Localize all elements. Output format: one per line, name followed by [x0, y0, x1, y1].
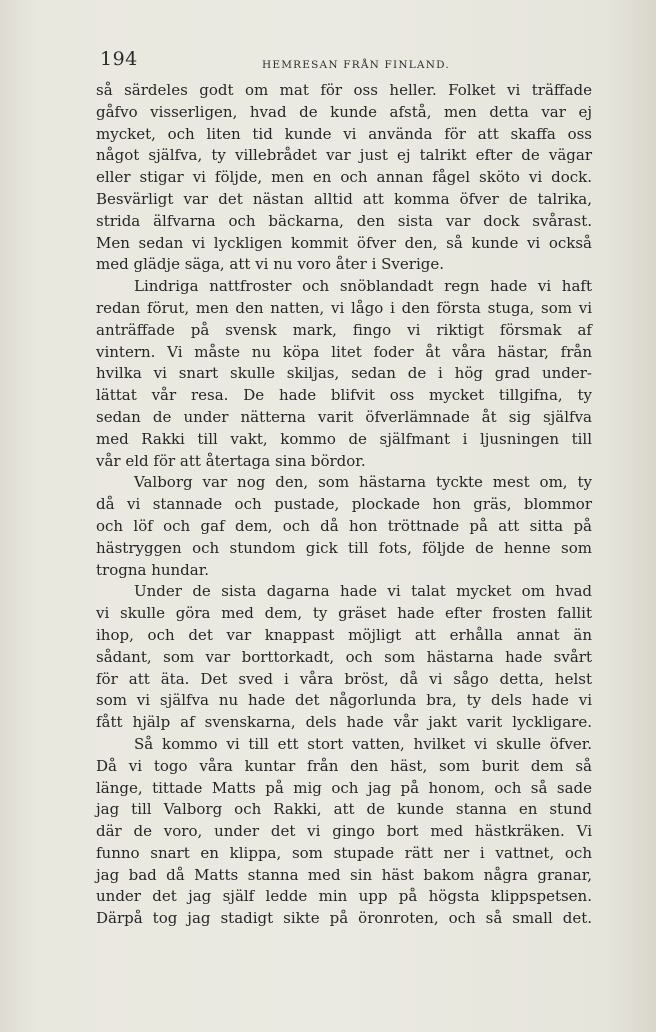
paragraph-start-line: Lindriga nattfroster och snöblandadt regn hade vi haft	[134, 277, 592, 296]
text-line: vår eld för att återtaga sina bördor.	[96, 451, 366, 470]
text-line: så särdeles godt om mat för oss heller. Folket vi träffade	[96, 81, 592, 99]
text-line: Därpå tog jag stadigt sikte på öronroten, och så small det.	[96, 909, 592, 928]
text-line: mycket, och liten tid kunde vi använda för att skaffa oss	[96, 124, 592, 143]
text-line: länge, tittade Matts på mig och jag på honom, och så sade	[96, 778, 592, 797]
text-line: och löf och gaf dem, och då hon tröttnade på att sitta på	[96, 516, 592, 535]
text-line: redan förut, men den natten, vi lågo i den första stuga, som vi	[96, 298, 592, 317]
text-line: trogna hundar.	[96, 560, 210, 579]
text-line: vintern. Vi måste nu köpa litet foder åt våra hästar, från	[96, 342, 592, 361]
text-line: ihop, och det var knappast möjligt att erhålla annat än	[96, 625, 592, 644]
text-line: vi skulle göra med dem, ty gräset hade efter frosten fallit	[96, 604, 592, 623]
text-line: där de voro, under det vi gingo bort med hästkräken. Vi	[96, 822, 592, 841]
text-line: funno snart en klippa, som stupade rätt ner i vattnet, och	[96, 843, 592, 862]
text-line: sådant, som var borttorkadt, och som hästarna hade svårt	[96, 647, 592, 666]
text-line: som vi själfva nu hade det någorlunda bra, ty dels hade vi	[96, 691, 592, 710]
running-head: HEMRESAN FRÅN FINLAND.	[262, 59, 450, 71]
text-line: med Rakki till vakt, kommo de själfmant i ljusningen till	[96, 429, 592, 448]
text-line: gåfvo visserligen, hvad de kunde afstå, men detta var ej	[96, 102, 592, 121]
paragraph-start-line: Under de sista dagarna hade vi talat mycket om hvad	[134, 582, 592, 601]
page-header	[100, 46, 590, 76]
text-line: för att äta. Det sved i våra bröst, då vi sågo detta, helst	[96, 669, 592, 688]
text-line: med glädje säga, att vi nu voro åter i Sverige.	[96, 255, 444, 274]
page-number: 194	[100, 48, 138, 70]
paragraph-start-line: Så kommo vi till ett stort vatten, hvilket vi skulle öfver.	[134, 734, 592, 753]
text-line: Besvärligt var det nästan alltid att komma öfver de talrika,	[96, 189, 592, 208]
text-line: då vi stannade och pustade, plockade hon gräs, blommor	[96, 495, 592, 514]
text-line: eller stigar vi följde, men en och annan fågel sköto vi dock.	[96, 168, 592, 187]
text-line: strida älfvarna och bäckarna, den sista var dock svårast.	[96, 211, 592, 230]
text-line: något själfva, ty villebrådet var just ej talrikt efter de vägar	[96, 146, 592, 165]
text-line: Då vi togo våra kuntar från den häst, som burit dem så	[96, 756, 592, 775]
text-line: jag bad då Matts stanna med sin häst bakom några granar,	[96, 865, 592, 884]
text-line: fått hjälp af svenskarna, dels hade vår jakt varit lyckligare.	[96, 713, 592, 732]
text-line: hvilka vi snart skulle skiljas, sedan de i hög grad under-	[96, 364, 592, 383]
text-line: anträffade på svensk mark, fingo vi riktigt försmak af	[96, 320, 592, 339]
paragraph-start-line: Valborg var nog den, som hästarna tyckte mest om, ty	[134, 473, 592, 492]
text-line: jag till Valborg och Rakki, att de kunde stanna en stund	[96, 800, 592, 819]
text-line: Men sedan vi lyckligen kommit öfver den, så kunde vi också	[96, 233, 592, 252]
text-line: hästryggen och stundom gick till fots, följde de henne som	[96, 538, 592, 557]
body-text	[96, 80, 592, 930]
text-line: lättat vår resa. De hade blifvit oss mycket tillgifna, ty	[96, 386, 592, 405]
text-line: sedan de under nätterna varit öfverlämnade åt sig själfva	[96, 407, 592, 426]
text-line: under det jag själf ledde min upp på högsta klippspetsen.	[96, 887, 592, 906]
